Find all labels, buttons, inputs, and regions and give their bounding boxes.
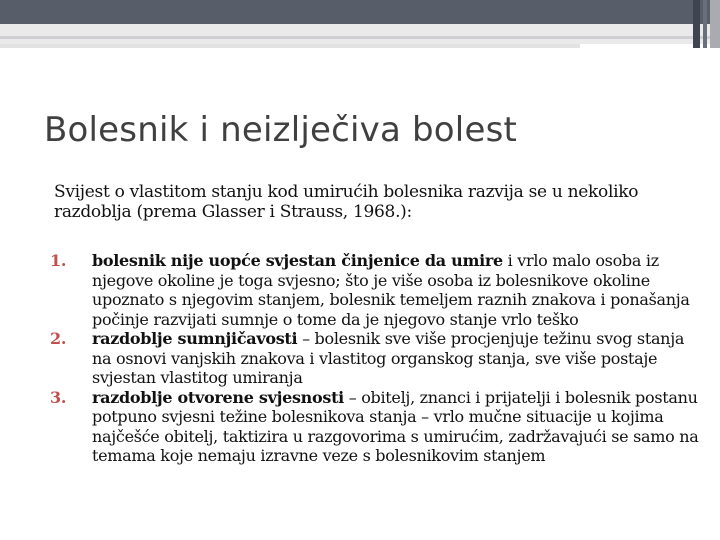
list-item-text: i vrlo malo osoba iz njegove okoline je toga svjesno; što je više osoba iz bolesnikove okoline upoznato s njegovim stanjem, bolesnik temeljem raznih znakova i ponašanja počinje razvijati sumnje o tome da je njegovo stanje vrlo teško [92,251,690,329]
header-stripe [0,36,720,39]
corner-accent-bar [693,0,700,48]
header-stripe-short [0,44,580,48]
list-number: 1. [50,251,67,270]
header-band [0,24,720,44]
list-item-text: – bolesnik sve više procjenjuje težinu svog stanja na osnovi vanjskih znakova i vlastitog organskog stanja, sve više postaje svjestan vlastitog umiranja [92,329,685,387]
list-number: 3. [50,387,67,407]
list-item-lead: razdoblje sumnjičavosti [92,329,298,348]
slide-title: Bolesnik i neizlječiva bolest [44,110,518,150]
list-item [50,329,700,388]
list-number: 2. [50,329,67,348]
corner-accent-bar-thin [703,0,707,48]
corner-accent-bar-light [710,0,720,48]
header-bar [0,0,720,24]
slide-intro: Svijest o vlastitom stanju kod umirućih bolesnika razvija se u nekoliko razdoblja (prema Glasser i Strauss, 1968.): [54,182,639,222]
list-item-lead: razdoblje otvorene svjesnosti [92,387,344,407]
list-item [50,251,700,329]
list-item-lead: bolesnik nije uopće svjestan činjenice da umire [92,251,503,270]
numbered-list [50,251,700,466]
list-item [50,388,700,466]
list-item-text: – obitelj, znanci i prijatelji i bolesnik postanu potpuno svjesni težine bolesnikova stanja – vrlo mučne situacije u kojima najčešće obitelj, taktizira u razgovorima s umirućim, zadržavajući se samo na temama koje nemaju izravne veze s bolesnikovim stanjem [92,387,699,465]
